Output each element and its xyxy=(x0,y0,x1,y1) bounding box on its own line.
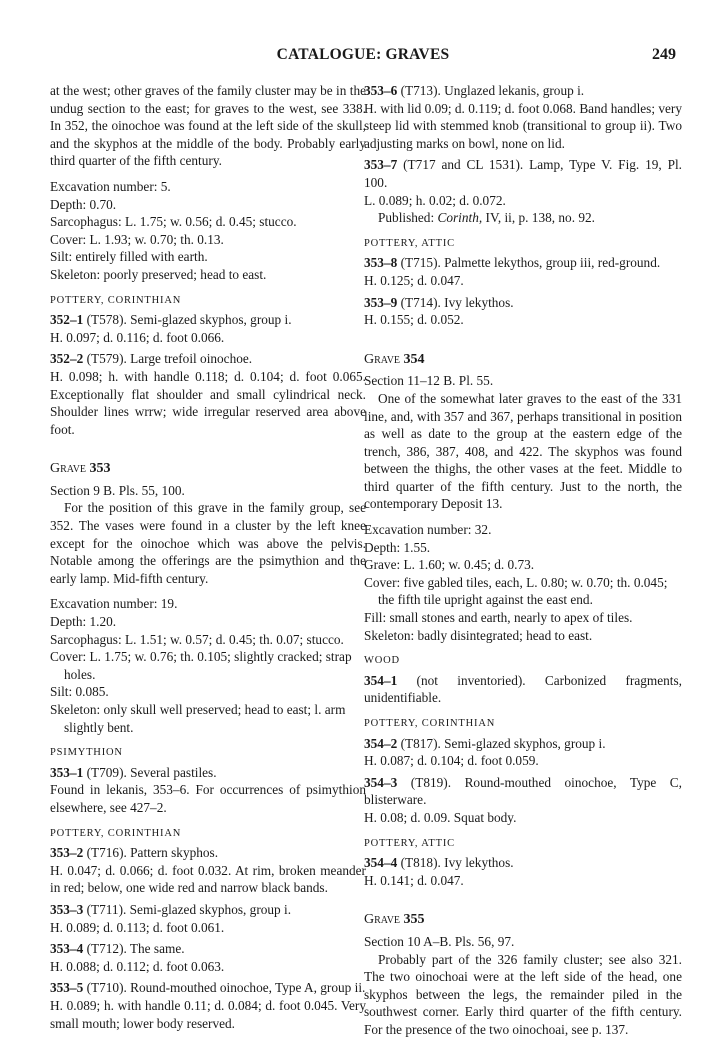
grave-heading: Grave 355 xyxy=(364,912,425,928)
catalogue-entry-title: 353–9 (T714). Ivy lekythos. xyxy=(364,294,514,310)
detail-line: Cover: L. 1.93; w. 0.70; th. 0.13. xyxy=(50,231,224,247)
catalogue-entry-title: 353–2 (T716). Pattern skyphos. xyxy=(50,845,219,861)
catalogue-entry-dims: H. 0.097; d. 0.116; d. foot 0.066. xyxy=(50,329,225,345)
entry-number: 352–1 xyxy=(50,312,84,328)
catalogue-entry-dims: H. 0.141; d. 0.047. xyxy=(364,872,464,888)
category-heading: POTTERY, CORINTHIAN xyxy=(364,718,496,729)
grave-heading: Grave 353 xyxy=(50,461,111,477)
catalogue-entry-title: 354–2 (T817). Semi-glazed skyphos, group i. xyxy=(364,735,606,751)
grave-353-intro: For the position of this grave in the family group, see 352. The vases were found in a cluster by the left knee except for the oinochoe which was above the pelvis. Notable among the offerings are the psimythion and the early lamp. Mid-fifth century. xyxy=(50,500,366,586)
detail-line: Cover: L. 1.75; w. 0.76; th. 0.105; slightly cracked; strap holes. xyxy=(50,649,352,682)
entry-number: 354–2 xyxy=(364,735,398,751)
category-heading: POTTERY, CORINTHIAN xyxy=(50,294,182,306)
catalogue-entry-dims: H. 0.088; d. 0.112; d. foot 0.063. xyxy=(50,958,225,974)
entry-number: 353–3 xyxy=(50,901,84,917)
catalogue-entry-title: 353–4 (T712). The same. xyxy=(50,941,185,957)
section-reference: Section 9 B. Pls. 55, 100. xyxy=(50,482,185,498)
catalogue-entry-dims: H. 0.155; d. 0.052. xyxy=(364,312,464,328)
detail-line: Grave: L. 1.60; w. 0.45; d. 0.73. xyxy=(364,557,535,573)
catalogue-entry-note: Found in lekanis, 353–6. For occurrences of psimythion elsewhere, see 427–2. xyxy=(50,782,366,815)
catalogue-entry-title: 352–2 (T579). Large trefoil oinochoe. xyxy=(50,351,253,367)
entry-number: 354–4 xyxy=(364,855,398,871)
section-reference: Section 10 A–B. Pls. 56, 97. xyxy=(364,933,515,949)
entry-number: 353–6 xyxy=(364,83,398,98)
catalogue-entry-dims: H. 0.089; d. 0.113; d. foot 0.061. xyxy=(50,919,225,935)
detail-line: Sarcophagus: L. 1.51; w. 0.57; d. 0.45; th. 0.07; stucco. xyxy=(50,631,344,647)
category-heading: POTTERY, ATTIC xyxy=(364,237,455,249)
catalogue-entry-dims: H. 0.089; h. with handle 0.11; d. 0.084; d. foot 0.045. Very small mouth; lower body reserved. xyxy=(50,997,366,1031)
detail-line: Excavation number: 32. xyxy=(364,522,492,538)
catalogue-entry-title: 353–1 (T709). Several pastiles. xyxy=(50,764,217,780)
catalogue-entry-dims: H. 0.125; d. 0.047. xyxy=(364,272,464,288)
catalogue-entry-dims: H. 0.087; d. 0.104; d. foot 0.059. xyxy=(364,753,539,769)
detail-line: Silt: 0.085. xyxy=(50,684,109,700)
entry-number: 353–2 xyxy=(50,845,84,861)
section-reference: Section 11–12 B. Pl. 55. xyxy=(364,373,494,389)
grave-355-intro: Probably part of the 326 family cluster; see also 321. The two oinochoai were at the left side of the head, one skyphos between the legs, the remainder piled in the southwest corner. Early third quarter of the fifth century. For the presence of the two oinochoai, see p. 137. xyxy=(364,951,682,1037)
left-column xyxy=(50,82,366,1032)
grave-354-intro: One of the somewhat later graves to the east of the 331 line, and, with 357 and 367, perhaps transitional in position as well as date to the group at the eastern edge of the trench, 386, 387, 408, and 422. The skyphos was found between the thighs, the other vases at the feet. Middle to third quarter of the fifth century. Just to the north, the contemporary Deposit 13. xyxy=(364,390,682,512)
catalogue-entry-title: 353–5 (T710). Round-mouthed oinochoe, Type A, group ii. xyxy=(50,980,366,996)
grave-352-intro: at the west; other graves of the family cluster may be in the undug section to the east; for graves to the west, see 338. In 352, the oinochoe was found at the left side of the skull, and the skyphos at the middle of the body. Probably early third quarter of the fifth century. xyxy=(50,83,366,169)
right-column xyxy=(364,82,682,1039)
grave-352-details xyxy=(50,178,366,284)
grave-heading: Grave 354 xyxy=(364,351,425,367)
detail-line: Skeleton: only skull well preserved; head to east; l. arm slightly bent. xyxy=(50,702,346,735)
detail-line: Depth: 1.55. xyxy=(364,539,431,555)
catalogue-entry-title: 353–7 (T717 and CL 1531). Lamp, Type V. Fig. 19, Pl. 100. xyxy=(364,157,682,190)
detail-line: Silt: entirely filled with earth. xyxy=(50,249,208,265)
entry-number: 353–4 xyxy=(50,941,84,957)
catalogue-entry-title: 354–3 (T819). Round-mouthed oinochoe, Type C, blisterware. xyxy=(364,774,682,808)
entry-number: 353–7 xyxy=(364,157,398,173)
running-title: CATALOGUE: GRAVES xyxy=(276,46,450,63)
detail-line: Skeleton: badly disintegrated; head to east. xyxy=(364,627,593,643)
entry-number: 352–2 xyxy=(50,351,84,367)
detail-line: Depth: 0.70. xyxy=(50,196,117,212)
detail-line: Skeleton: poorly preserved; head to east. xyxy=(50,266,267,282)
grave-354-details xyxy=(364,521,682,644)
entry-number: 353–5 xyxy=(50,980,84,996)
catalogue-entry-dims: H. 0.098; h. with handle 0.118; d. 0.104; d. foot 0.065. Exceptionally flat shoulder and small cylindrical neck. Shoulder lines wrrw; wide irregular reserved area above foot. xyxy=(50,368,366,437)
entry-number: 353–1 xyxy=(50,764,84,780)
detail-line: Sarcophagus: L. 1.75; w. 0.56; d. 0.45; stucco. xyxy=(50,214,297,230)
category-heading: POTTERY, ATTIC xyxy=(364,837,455,849)
page-number: 249 xyxy=(652,46,676,63)
detail-line: Excavation number: 19. xyxy=(50,596,178,612)
catalogue-entry-title: 353–3 (T711). Semi-glazed skyphos, group i. xyxy=(50,901,292,917)
catalogue-entry-title: 353–8 (T715). Palmette lekythos, group iii, red-ground. xyxy=(364,255,661,271)
entry-number: 354–1 xyxy=(364,672,398,688)
category-heading: PSIMYTHION xyxy=(50,747,123,759)
entry-number: 353–9 xyxy=(364,294,398,310)
catalogue-entry-dims: H. with lid 0.09; d. 0.119; d. foot 0.068. Band handles; very steep lid with stemmed knob (transitional to group ii). Two adjusting marks on bowl, none on lid. xyxy=(364,100,682,151)
catalogue-entry-title: 354–4 (T818). Ivy lekythos. xyxy=(364,855,514,871)
detail-line: Fill: small stones and earth, nearly to apex of tiles. xyxy=(364,610,633,626)
grave-353-details xyxy=(50,595,366,736)
catalogue-entry-title: 352–1 (T578). Semi-glazed skyphos, group i. xyxy=(50,312,292,328)
entry-number: 353–8 xyxy=(364,255,398,271)
category-heading: WOOD xyxy=(364,655,400,667)
running-header xyxy=(50,46,676,68)
entry-number: 354–3 xyxy=(364,774,398,790)
catalogue-entry-title: 353–6 (T713). Unglazed lekanis, group i. xyxy=(364,83,585,98)
catalogue-entry-dims: H. 0.047; d. 0.066; d. foot 0.032. At rim, broken meander in red; below, one wide red and narrow black bands. xyxy=(50,862,366,896)
detail-line: Cover: five gabled tiles, each, L. 0.80; w. 0.70; th. 0.045; the fifth tile upright against the east end. xyxy=(364,574,668,608)
detail-line: Excavation number: 5. xyxy=(50,178,171,194)
detail-line: Depth: 1.20. xyxy=(50,614,117,630)
category-heading: POTTERY, CORINTHIAN xyxy=(50,827,182,839)
catalogue-entry-dims: H. 0.08; d. 0.09. Squat body. xyxy=(364,809,517,825)
publication-reference: Published: Corinth, IV, ii, p. 138, no. 92. xyxy=(378,210,595,226)
catalogue-entry-dims: L. 0.089; h. 0.02; d. 0.072. xyxy=(364,192,506,208)
catalogue-entry-title: 354–1 (not inventoried). Carbonized fragments, unidentifiable. xyxy=(364,672,682,706)
